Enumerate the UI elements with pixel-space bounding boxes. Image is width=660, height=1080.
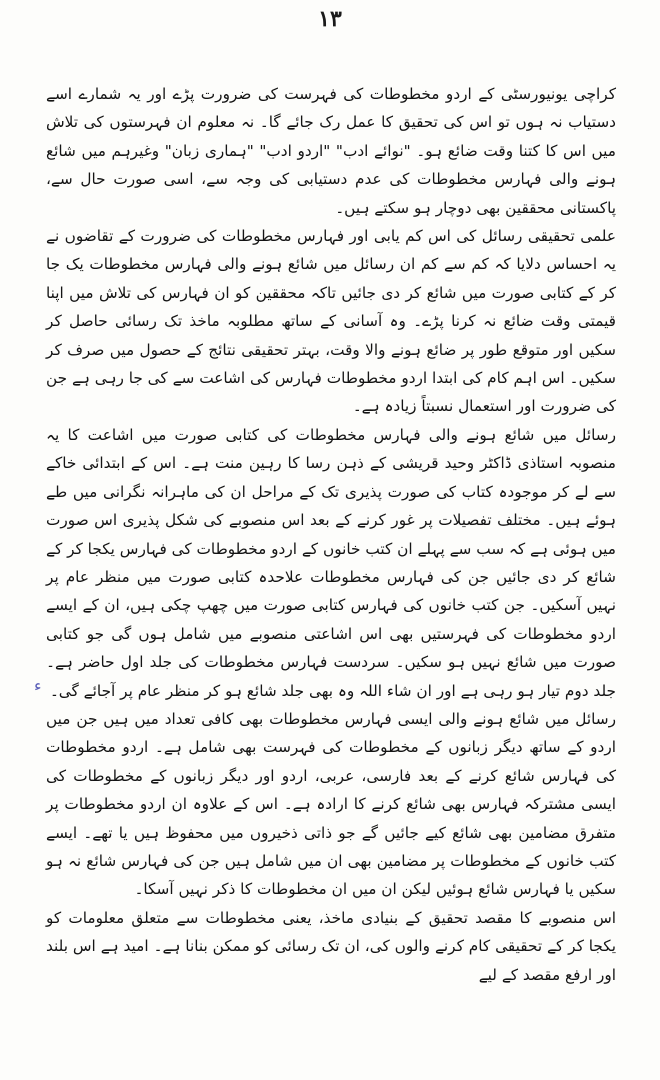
- paragraph-2: علمی تحقیقی رسائل کی اس کم یابی اور فہارس مخطوطات کی ضرورت کے تقاضوں نے یہ احساس دلایا کہ کم سے کم ان رسائل میں شائع ہونے والی فہارس مخطوطات یک جا کر کے کتابی صورت میں شائع کر دی جائیں تاکہ محققین کو ان فہارس کی تلاش میں اپنا قیمتی وقت ضائع نہ کرنا پڑے۔ وہ آسانی کے ساتھ مطلوبہ ماخذ تک رسائی حاصل کر سکیں اور متوقع طور پر ضائع ہونے والا وقت، بہتر تحقیقی نتائج کے حصول میں صرف کر سکیں۔ اس اہم کام کی ابتدا اردو مخطوطات فہارس کی اشاعت سے کی جا رہی ہے جن کی ضرورت اور استعمال نسبتاً زیادہ ہے۔: [45, 227, 616, 416]
- paragraph-4: رسائل میں شائع ہونے والی ایسی فہارس مخطوطات بھی کافی تعداد میں ہیں جن میں اردو کے ساتھ دیگر زبانوں کے مخطوطات کی فہرست بھی شامل ہے۔ اردو مخطوطات کی فہارس شائع کرنے کے بعد فارسی، عربی، اردو اور دیگر زبانوں کے مخطوطات کی ایسی مشترکہ فہارس بھی شائع کرنے کا ارادہ ہے۔ اس کے علاوہ ان اردو مخطوطات پر متفرق مضامین بھی شائع کیے جائیں گے جو ذاتی ذخیروں میں محفوظ ہیں یا تھے۔ ایسے کتب خانوں کے مخطوطات پر مضامین بھی ان میں شامل ہیں جن کی فہارس شائع نہ ہو سکیں یا فہارس شائع ہوئیں لیکن ان میں ان مخطوطات کا ذکر نہیں آسکا۔: [46, 709, 616, 899]
- margin-ink-mark: ء: [34, 676, 42, 695]
- paragraph-3: رسائل میں شائع ہونے والی فہارس مخطوطات کی کتابی صورت میں اشاعت کا یہ منصوبہ استاذی ڈاکٹر وحید قریشی کے ذہن رسا کا رہین منت ہے۔ اس کے ابتدائی خاکے سے لے کر موجودہ کتاب کی صورت پذیری تک کے مراحل ان کی ماہرانہ نگرانی میں طے ہوئے ہیں۔ مختلف تفصیلات پر غور کرنے کے بعد اس منصوبے کی شکل پذیری اس صورت میں ہوئی ہے کہ سب سے پہلے ان کتب خانوں کے اردو مخطوطات کی فہارس یکجا کر کے شائع کر دی جائیں جن کی فہارس مخطوطات علاحدہ کتابی صورت میں منظر عام پر نہیں آسکیں۔ جن کتب خانوں کی فہارس کتابی صورت میں چھپ چکی ہیں، ان کے ایسے اردو مخطوطات کی فہرستیں بھی اس اشاعتی منصوبے میں شامل ہوں گی جو کتابی صورت میں شائع نہیں ہو سکیں۔ سردست فہارس مخطوطات کی جلد اول حاضر ہے۔ جلد دوم تیار ہو رہی ہے اور ان شاء اللہ وہ بھی جلد شائع ہو کر منظر عام پر آجائے گی۔: [45, 425, 616, 700]
- page-number: ۱۳: [318, 6, 342, 32]
- body-text: [46, 80, 616, 989]
- paragraph-5: اس منصوبے کا مقصد تحقیق کے بنیادی ماخذ، یعنی مخطوطات سے متعلق معلومات کو یکجا کر کے تحقیقی کام کرنے والوں کی، ان تک رسائی کو ممکن بنانا ہے۔ امید ہے اس بلند اور ارفع مقصد کے لیے: [46, 908, 616, 984]
- paragraph-1: کراچی یونیورسٹی کے اردو مخطوطات کی فہرست کی ضرورت پڑے اور یہ شمارے اسے دستیاب نہ ہوں تو اس کی تحقیق کا عمل رک جائے گا۔ نہ معلوم ان فہرستوں کی تلاش میں اس کا کتنا وقت ضائع ہو۔ "نوائے ادب" "اردو ادب" "ہماری زبان" وغیرہم میں شائع ہونے والی فہارس مخطوطات کی عدم دستیابی کی وجہ سے، اسی صورت حال سے، پاکستانی محققین بھی دوچار ہو سکتے ہیں۔: [46, 85, 616, 217]
